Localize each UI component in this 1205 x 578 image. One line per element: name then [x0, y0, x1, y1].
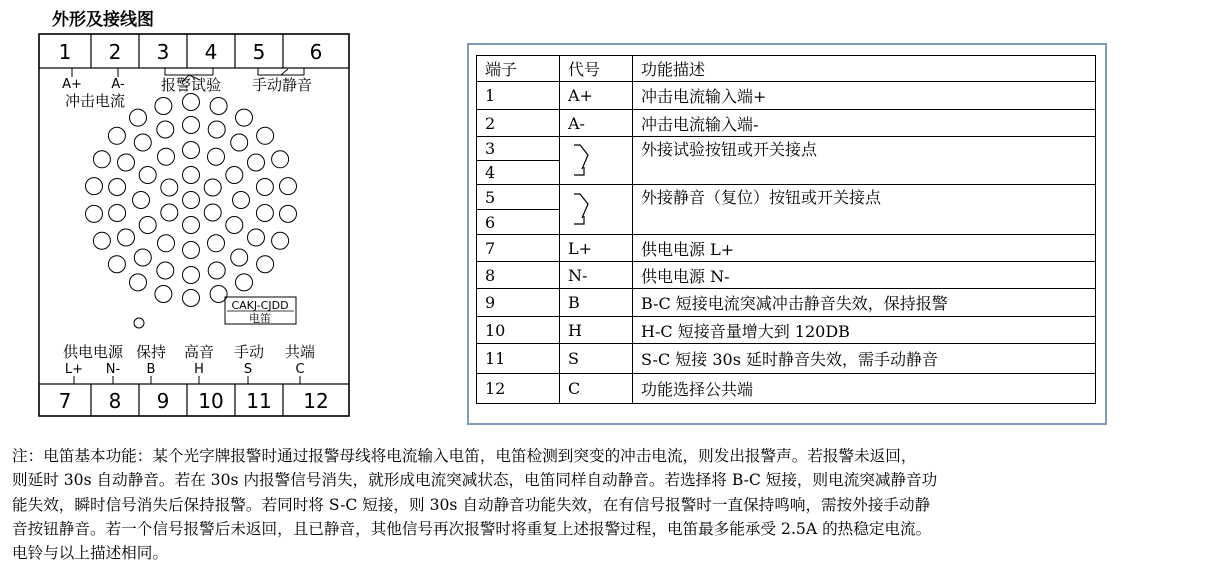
- label-impulse-current: 冲击电流: [64, 92, 126, 110]
- cell-description: S-C 短接 30s 延时静音失效，需手动静音: [633, 344, 1096, 374]
- bottom-pin-number: 8: [108, 389, 122, 413]
- switch-contact-icon: [568, 139, 598, 179]
- cell-terminal: 6: [477, 210, 560, 235]
- grille-hole: [183, 167, 200, 184]
- header-code: 代号: [560, 56, 633, 82]
- grille-hole: [208, 262, 225, 279]
- top-pin-number: 3: [156, 40, 170, 64]
- bottom-pin-number: 10: [198, 389, 224, 413]
- table-row: [477, 344, 1096, 374]
- table-row: [477, 110, 1096, 137]
- cell-code-switch: [560, 137, 633, 185]
- grille-hole: [158, 148, 175, 165]
- note-line: 注：电笛基本功能：某个光字牌报警时通过报警母线将电流输入电笛，电笛检测到突变的冲击电流，则发出报警声。若报警未返回，: [12, 447, 917, 465]
- grille-hole: [86, 205, 103, 222]
- grille-hole: [183, 290, 200, 307]
- cell-code-switch: [560, 185, 633, 235]
- cell-terminal: 12: [477, 374, 560, 404]
- cell-terminal: 10: [477, 317, 560, 344]
- label-power-supply: 供电电源: [62, 343, 124, 361]
- note-line: 电铃与以上描述相同。: [12, 544, 168, 563]
- cell-terminal: 5: [477, 185, 560, 210]
- grille-hole: [183, 142, 200, 159]
- top-pin-number: 5: [252, 40, 266, 64]
- table-row: [477, 289, 1096, 317]
- label-treble: 高音: [183, 343, 215, 361]
- grille-hole: [256, 205, 273, 222]
- cell-description: 功能选择公共端: [633, 374, 1096, 404]
- grille-hole: [248, 229, 265, 246]
- grille-hole: [118, 154, 135, 171]
- grille-hole: [248, 154, 265, 171]
- grille-hole: [226, 217, 243, 234]
- grille-hole: [236, 109, 253, 126]
- cell-description: 外接静音（复位）按钮或开关接点: [633, 185, 1096, 235]
- grille-hole: [157, 262, 174, 279]
- label-c: C: [295, 362, 305, 377]
- cell-description: 供电电源 N-: [633, 262, 1096, 289]
- grille-hole: [139, 167, 156, 184]
- cell-terminal: 11: [477, 344, 560, 374]
- top-terminal-strip: [39, 34, 349, 68]
- note-line: 则延时 30s 自动静音。若在 30s 内报警信号消失，就形成电流突减状态，电笛同样自动静音。若选择将 B-C 短接，则电流突减静音功: [12, 471, 938, 490]
- table-row: [477, 317, 1096, 344]
- top-pin-number: 4: [204, 40, 218, 64]
- switch-contact-icon: [568, 188, 598, 228]
- bottom-pin-number: 7: [58, 389, 72, 413]
- grille-hole: [183, 94, 200, 111]
- wiring-diagram: [38, 33, 352, 418]
- label-common: 共端: [284, 343, 316, 361]
- header-description: 功能描述: [633, 56, 1096, 82]
- grille-hole: [183, 117, 200, 134]
- cell-terminal: 1: [477, 82, 560, 110]
- grille-hole: [118, 229, 135, 246]
- table-row: [477, 374, 1096, 404]
- grille-hole: [93, 151, 110, 168]
- grille-hole: [155, 98, 172, 115]
- grille-hole: [130, 274, 147, 291]
- grille-hole: [226, 167, 243, 184]
- label-manual-mute: 手动静音: [251, 76, 313, 94]
- grille-hole: [183, 217, 200, 234]
- table-row: [477, 235, 1096, 262]
- note-line: 音按钮静音。若一个信号报警后未返回，且已静音，其他信号再次报警时将重复上述报警过程，电笛最多能承受 2.5A 的热稳定电流。: [12, 519, 932, 538]
- grille-hole: [109, 179, 126, 196]
- top-pin-number: 6: [309, 40, 323, 64]
- cell-code: L+: [560, 235, 633, 262]
- cell-description: 冲击电流输入端-: [633, 110, 1096, 137]
- grille-hole: [183, 192, 200, 209]
- label-h: H: [194, 362, 204, 377]
- grille-hole: [86, 178, 103, 195]
- cell-terminal: 2: [477, 110, 560, 137]
- label-manual: 手动: [233, 343, 265, 361]
- label-alarm-test: 报警试验: [160, 76, 222, 94]
- grille-hole: [208, 148, 225, 165]
- grille-hole: [158, 235, 175, 252]
- grille-hole: [134, 134, 151, 151]
- bottom-pin-number: 11: [246, 389, 272, 413]
- bottom-pin-number: 9: [156, 389, 170, 413]
- label-hold: 保持: [135, 343, 167, 361]
- grille-hole: [210, 98, 227, 115]
- cell-code: A+: [560, 82, 633, 110]
- cell-description: 供电电源 L+: [633, 235, 1096, 262]
- grille-hole: [130, 109, 147, 126]
- grille-hole: [233, 192, 250, 209]
- grille-hole: [236, 274, 253, 291]
- header-terminal: 端子: [477, 56, 560, 82]
- grille-hole: [208, 235, 225, 252]
- terminal-table-frame: [467, 43, 1107, 425]
- top-pin-number: 1: [58, 40, 72, 64]
- table-row: [477, 185, 1096, 210]
- cell-code: N-: [560, 262, 633, 289]
- grille-hole: [204, 179, 221, 196]
- label-a-minus: A-: [111, 77, 125, 92]
- grille-hole: [183, 267, 200, 284]
- grille-hole: [93, 232, 110, 249]
- label-a-plus: A+: [62, 77, 82, 92]
- label-n-minus: N-: [105, 362, 121, 377]
- grille-hole: [157, 121, 174, 138]
- cell-terminal: 8: [477, 262, 560, 289]
- grille-hole: [208, 121, 225, 138]
- grille-hole: [257, 256, 274, 273]
- grille-hole: [161, 179, 178, 196]
- cell-terminal: 4: [477, 161, 560, 185]
- grille-hole: [272, 232, 289, 249]
- cell-terminal: 9: [477, 289, 560, 317]
- label-b: B: [146, 362, 156, 377]
- grille-hole: [139, 217, 156, 234]
- grille-hole: [231, 249, 248, 266]
- note-line: 能失效，瞬时信号消失后保持报警。若同时将 S-C 短接，则 30s 自动静音功能失效，在有信号报警时一直保持鸣响，需按外接手动静: [12, 495, 931, 514]
- page-title: 外形及接线图: [52, 10, 154, 30]
- grille-hole: [183, 242, 200, 259]
- cell-code: B: [560, 289, 633, 317]
- cell-description: H-C 短接音量增大到 120DB: [633, 317, 1096, 344]
- grille-hole: [161, 204, 178, 221]
- grille-hole: [231, 134, 248, 151]
- grille-hole: [109, 205, 126, 222]
- nameplate-model: CAKJ-CJDD: [231, 299, 289, 312]
- label-s: S: [243, 362, 253, 377]
- cell-code: S: [560, 344, 633, 374]
- grille-hole: [280, 178, 297, 195]
- grille-hole: [257, 127, 274, 144]
- table-row: [477, 82, 1096, 110]
- grille-hole: [134, 249, 151, 266]
- bottom-pin-number: 12: [303, 389, 329, 413]
- function-note: [12, 444, 1202, 565]
- top-pin-number: 2: [108, 40, 122, 64]
- grille-hole: [155, 286, 172, 303]
- top-strip-box: [39, 34, 349, 68]
- grille-hole: [108, 127, 125, 144]
- grille-hole: [108, 256, 125, 273]
- cell-description: 外接试验按钮或开关接点: [633, 137, 1096, 185]
- table-row: [477, 137, 1096, 161]
- table-row: [477, 262, 1096, 289]
- grille-hole: [280, 205, 297, 222]
- table-header-row: [477, 56, 1096, 82]
- grille-hole: [133, 192, 150, 209]
- cell-terminal: 3: [477, 137, 560, 161]
- grille-hole: [256, 179, 273, 196]
- indicator-hole: [134, 318, 144, 328]
- label-l-plus: L+: [64, 362, 84, 377]
- cell-code: A-: [560, 110, 633, 137]
- grille-hole: [272, 151, 289, 168]
- nameplate-name: 电笛: [249, 312, 271, 325]
- cell-description: B-C 短接电流突减冲击静音失效，保持报警: [633, 289, 1096, 317]
- cell-code: C: [560, 374, 633, 404]
- cell-terminal: 7: [477, 235, 560, 262]
- terminal-table: [476, 55, 1096, 404]
- grille-hole: [204, 204, 221, 221]
- cell-code: H: [560, 317, 633, 344]
- speaker-grille: [86, 94, 297, 307]
- cell-description: 冲击电流输入端+: [633, 82, 1096, 110]
